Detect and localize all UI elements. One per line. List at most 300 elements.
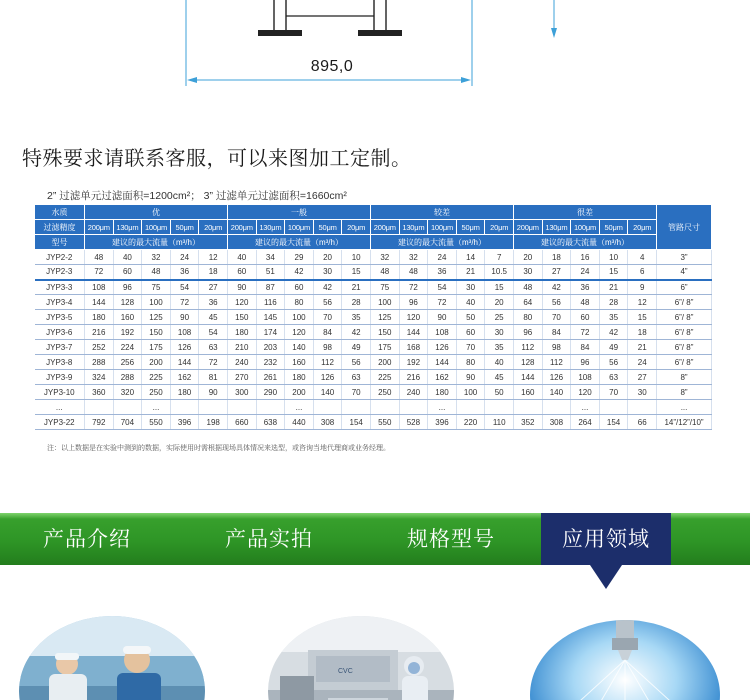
- flow-cell: 240: [399, 385, 428, 400]
- flow-cell: 200: [142, 355, 171, 370]
- flow-cell: 162: [170, 370, 199, 385]
- flow-cell: 48: [142, 265, 171, 280]
- flow-cell: 638: [256, 415, 285, 430]
- flow-cell: 72: [170, 295, 199, 310]
- flow-cell: 40: [227, 250, 256, 265]
- flow-cell: 126: [313, 370, 342, 385]
- flow-cell: 36: [428, 265, 457, 280]
- flow-cell: 72: [428, 295, 457, 310]
- flow-cell: 225: [371, 370, 400, 385]
- flow-header-row: [35, 235, 712, 250]
- flow-cell: 45: [485, 370, 514, 385]
- flow-cell: 10: [342, 250, 371, 265]
- precision-cell: 130μm: [542, 220, 571, 235]
- flow-cell: 120: [227, 295, 256, 310]
- tab-applications[interactable]: 应用领域: [541, 513, 671, 565]
- flow-cell: 60: [456, 325, 485, 340]
- table-row: [35, 400, 712, 415]
- water-quality-header: 水质: [35, 205, 85, 220]
- flow-cell: 80: [285, 295, 314, 310]
- flow-cell: [399, 400, 428, 415]
- flow-cell: 224: [113, 340, 142, 355]
- flow-cell: 175: [371, 340, 400, 355]
- section-nav-bar: [0, 513, 750, 565]
- flow-cell: 96: [113, 280, 142, 295]
- flow-cell: 66: [628, 415, 657, 430]
- flow-cell: 60: [571, 310, 600, 325]
- flow-cell: 36: [571, 280, 600, 295]
- table-row: [35, 370, 712, 385]
- flow-cell: 49: [342, 340, 371, 355]
- flow-cell: [342, 400, 371, 415]
- flow-cell: 140: [542, 385, 571, 400]
- flow-cell: 30: [456, 280, 485, 295]
- water-spray-nozzle-photo: [530, 620, 720, 700]
- flow-cell: 174: [256, 325, 285, 340]
- flow-cell: 72: [199, 355, 228, 370]
- flow-cell: 24: [428, 250, 457, 265]
- flow-cell: 35: [599, 310, 628, 325]
- flow-cell: 144: [428, 355, 457, 370]
- flow-cell: 14: [456, 250, 485, 265]
- flow-cell: 90: [199, 385, 228, 400]
- flow-cell: 75: [142, 280, 171, 295]
- flow-cell: 150: [142, 325, 171, 340]
- flow-cell: 112: [514, 340, 543, 355]
- table-row: [35, 415, 712, 430]
- flow-cell: 160: [113, 310, 142, 325]
- flow-cell: 15: [599, 265, 628, 280]
- flow-cell: 154: [342, 415, 371, 430]
- flow-cell: 120: [571, 385, 600, 400]
- flow-cell: 96: [571, 355, 600, 370]
- flow-cell: 60: [227, 265, 256, 280]
- flow-cell: 120: [285, 325, 314, 340]
- pipe-size-cell: 6”/ 8”: [657, 325, 712, 340]
- flow-cell: 100: [456, 385, 485, 400]
- flow-cell: 704: [113, 415, 142, 430]
- flow-cell: 100: [371, 295, 400, 310]
- flow-cell: 56: [599, 355, 628, 370]
- flow-cell: [170, 400, 199, 415]
- flow-cell: 18: [199, 265, 228, 280]
- flow-cell: 300: [227, 385, 256, 400]
- precision-cell: 200μm: [514, 220, 543, 235]
- flow-cell: 24: [628, 355, 657, 370]
- table-row: [35, 310, 712, 325]
- model-cell: JYP3-22: [35, 415, 85, 430]
- precision-cell: 100μm: [428, 220, 457, 235]
- flow-cell: 12: [199, 250, 228, 265]
- flow-header: 建议的最大流量（m³/h）: [85, 235, 228, 250]
- flow-cell: [85, 400, 114, 415]
- flow-cell: 49: [599, 340, 628, 355]
- grade-header-row: [35, 205, 712, 220]
- flow-header: 建议的最大流量（m³/h）: [227, 235, 370, 250]
- flow-cell: 10.5: [485, 265, 514, 280]
- model-cell: JYP3-3: [35, 280, 85, 295]
- flow-cell: 42: [313, 280, 342, 295]
- flow-cell: 81: [199, 370, 228, 385]
- precision-cell: 100μm: [142, 220, 171, 235]
- flow-cell: 100: [285, 310, 314, 325]
- flow-cell: 16: [571, 250, 600, 265]
- flow-cell: 21: [599, 280, 628, 295]
- flow-cell: 9: [628, 280, 657, 295]
- flow-cell: 54: [428, 280, 457, 295]
- flow-cell: 192: [113, 325, 142, 340]
- flow-cell: 90: [227, 280, 256, 295]
- pipe-size-cell: 14”/12”/10”: [657, 415, 712, 430]
- model-cell: JYP3-8: [35, 355, 85, 370]
- flow-cell: 108: [571, 370, 600, 385]
- flow-cell: 108: [170, 325, 199, 340]
- flow-cell: 48: [85, 250, 114, 265]
- flow-cell: 10: [599, 250, 628, 265]
- flow-cell: 63: [599, 370, 628, 385]
- flow-cell: 128: [113, 295, 142, 310]
- flow-cell: 140: [313, 385, 342, 400]
- flow-cell: [371, 400, 400, 415]
- flow-cell: 35: [342, 310, 371, 325]
- model-cell: ...: [35, 400, 85, 415]
- flow-cell: 27: [199, 280, 228, 295]
- flow-cell: 216: [85, 325, 114, 340]
- flow-cell: 126: [428, 340, 457, 355]
- flow-cell: 51: [256, 265, 285, 280]
- flow-cell: 440: [285, 415, 314, 430]
- flow-cell: 30: [313, 265, 342, 280]
- flow-cell: [599, 400, 628, 415]
- flow-cell: 160: [514, 385, 543, 400]
- flow-cell: 32: [371, 250, 400, 265]
- flow-cell: 70: [542, 310, 571, 325]
- flow-cell: 308: [313, 415, 342, 430]
- flow-cell: 250: [371, 385, 400, 400]
- flow-cell: 140: [285, 340, 314, 355]
- flow-cell: 30: [628, 385, 657, 400]
- flow-cell: 12: [628, 295, 657, 310]
- table-row: [35, 355, 712, 370]
- flow-cell: 660: [227, 415, 256, 430]
- flow-cell: 20: [313, 250, 342, 265]
- flow-cell: 34: [256, 250, 285, 265]
- flow-cell: 180: [227, 325, 256, 340]
- flow-cell: 42: [342, 325, 371, 340]
- flow-cell: 203: [256, 340, 285, 355]
- pipe-size-cell: ...: [657, 400, 712, 415]
- flow-cell: 84: [313, 325, 342, 340]
- flow-cell: 270: [227, 370, 256, 385]
- flow-cell: 75: [371, 280, 400, 295]
- drawing-lines: [0, 0, 750, 100]
- flow-cell: 40: [113, 250, 142, 265]
- pipe-size-cell: 6”: [657, 280, 712, 295]
- flow-cell: 21: [342, 280, 371, 295]
- flow-cell: 29: [285, 250, 314, 265]
- flow-cell: 108: [85, 280, 114, 295]
- flow-cell: 24: [170, 250, 199, 265]
- filter-area-spec: 2” 过滤单元过滤面积=1200cm²； 3” 过滤单元过滤面积=1660cm²: [47, 190, 347, 202]
- flow-cell: 324: [85, 370, 114, 385]
- flow-cell: 87: [256, 280, 285, 295]
- flow-cell: 96: [514, 325, 543, 340]
- flow-cell: [113, 400, 142, 415]
- flow-cell: 80: [456, 355, 485, 370]
- flow-cell: 54: [170, 280, 199, 295]
- flow-cell: 90: [170, 310, 199, 325]
- flow-cell: 60: [285, 280, 314, 295]
- flow-cell: 128: [514, 355, 543, 370]
- flow-cell: 240: [227, 355, 256, 370]
- flow-cell: 108: [428, 325, 457, 340]
- flow-cell: 18: [628, 325, 657, 340]
- precision-cell: 50μm: [170, 220, 199, 235]
- flow-cell: 175: [142, 340, 171, 355]
- flow-cell: 216: [399, 370, 428, 385]
- model-cell: JYP3-5: [35, 310, 85, 325]
- grade-header: 很差: [514, 205, 657, 220]
- pipe-size-cell: 6”/ 8”: [657, 310, 712, 325]
- flow-cell: 24: [571, 265, 600, 280]
- flow-cell: 264: [571, 415, 600, 430]
- flow-cell: 48: [514, 280, 543, 295]
- flow-cell: 90: [456, 370, 485, 385]
- flow-cell: [227, 400, 256, 415]
- precision-header: 过滤精度: [35, 220, 85, 235]
- table-row: [35, 295, 712, 310]
- flow-cell: 125: [142, 310, 171, 325]
- pipe-size-cell: 6”/ 8”: [657, 295, 712, 310]
- flow-cell: 528: [399, 415, 428, 430]
- pipe-size-header: 管路尺寸: [657, 205, 712, 250]
- flow-cell: 7: [485, 250, 514, 265]
- flow-cell: 396: [170, 415, 199, 430]
- flow-cell: 168: [399, 340, 428, 355]
- model-cell: JYP3-9: [35, 370, 85, 385]
- flow-cell: 256: [113, 355, 142, 370]
- specification-table: [34, 204, 712, 430]
- precision-cell: 200μm: [85, 220, 114, 235]
- precision-cell: 130μm: [256, 220, 285, 235]
- technical-drawing: [0, 0, 750, 100]
- flow-cell: 116: [256, 295, 285, 310]
- table-row: [35, 325, 712, 340]
- model-cell: JYP3-10: [35, 385, 85, 400]
- flow-cell: 96: [399, 295, 428, 310]
- flow-cell: 6: [628, 265, 657, 280]
- flow-cell: [542, 400, 571, 415]
- precision-cell: 130μm: [113, 220, 142, 235]
- active-tab-pointer: [590, 565, 622, 589]
- flow-cell: 180: [428, 385, 457, 400]
- flow-cell: 100: [142, 295, 171, 310]
- flow-cell: 154: [599, 415, 628, 430]
- flow-cell: 112: [313, 355, 342, 370]
- flow-cell: 144: [85, 295, 114, 310]
- grade-header: 一般: [227, 205, 370, 220]
- flow-cell: 162: [428, 370, 457, 385]
- flow-cell: 20: [485, 295, 514, 310]
- flow-cell: 112: [542, 355, 571, 370]
- flow-cell: 210: [227, 340, 256, 355]
- model-header: 型号: [35, 235, 85, 250]
- flow-cell: 150: [371, 325, 400, 340]
- flow-cell: 63: [199, 340, 228, 355]
- model-cell: JYP3-7: [35, 340, 85, 355]
- model-cell: JYP3-6: [35, 325, 85, 340]
- flow-cell: 160: [285, 355, 314, 370]
- flow-cell: 56: [542, 295, 571, 310]
- precision-cell: 20μm: [628, 220, 657, 235]
- flow-cell: 28: [342, 295, 371, 310]
- pipe-size-cell: 6”/ 8”: [657, 355, 712, 370]
- flow-cell: 21: [628, 340, 657, 355]
- model-cell: JYP2-3: [35, 265, 85, 280]
- pipe-size-cell: 8”: [657, 385, 712, 400]
- flow-cell: 30: [485, 325, 514, 340]
- tab-product-intro[interactable]: 产品介绍: [43, 527, 131, 551]
- flow-cell: 110: [485, 415, 514, 430]
- flow-cell: 90: [428, 310, 457, 325]
- flow-cell: 144: [399, 325, 428, 340]
- pipe-size-cell: 6”/ 8”: [657, 340, 712, 355]
- flow-cell: 290: [256, 385, 285, 400]
- flow-cell: 50: [456, 310, 485, 325]
- flow-cell: ...: [285, 400, 314, 415]
- grade-header: 较差: [371, 205, 514, 220]
- flow-cell: 84: [571, 340, 600, 355]
- flow-cell: 54: [199, 325, 228, 340]
- flow-cell: 198: [199, 415, 228, 430]
- table-row: [35, 280, 712, 295]
- flow-cell: ...: [142, 400, 171, 415]
- pipe-size-cell: 8”: [657, 370, 712, 385]
- flow-cell: 25: [485, 310, 514, 325]
- flow-cell: 56: [342, 355, 371, 370]
- flow-cell: 126: [170, 340, 199, 355]
- precision-cell: 50μm: [313, 220, 342, 235]
- flow-cell: 145: [256, 310, 285, 325]
- flow-cell: 64: [514, 295, 543, 310]
- flow-cell: 35: [485, 340, 514, 355]
- flow-cell: 27: [628, 370, 657, 385]
- flow-cell: 250: [142, 385, 171, 400]
- model-cell: JYP2-2: [35, 250, 85, 265]
- flow-cell: 396: [428, 415, 457, 430]
- flow-cell: 42: [285, 265, 314, 280]
- table-footnote: 注：以上数据是在实验中测到的数据，实际使用时需根据现场具体情况来选型，或咨询当地代理商或业务经理。: [47, 445, 390, 452]
- dimension-label: 895,0: [310, 58, 354, 75]
- flow-cell: ...: [571, 400, 600, 415]
- flow-cell: 18: [542, 250, 571, 265]
- tab-product-photos[interactable]: 产品实拍: [225, 527, 313, 551]
- flow-cell: 125: [371, 310, 400, 325]
- flow-cell: [485, 400, 514, 415]
- flow-cell: 72: [399, 280, 428, 295]
- flow-cell: 21: [456, 265, 485, 280]
- flow-cell: [514, 400, 543, 415]
- flow-cell: 98: [313, 340, 342, 355]
- flow-cell: 200: [285, 385, 314, 400]
- flow-cell: 550: [371, 415, 400, 430]
- flow-cell: 70: [456, 340, 485, 355]
- flow-cell: 232: [256, 355, 285, 370]
- precision-cell: 130μm: [399, 220, 428, 235]
- flow-cell: 126: [542, 370, 571, 385]
- model-cell: JYP3-4: [35, 295, 85, 310]
- flow-cell: 180: [85, 310, 114, 325]
- flow-cell: [456, 400, 485, 415]
- flow-cell: 792: [85, 415, 114, 430]
- flow-cell: 252: [85, 340, 114, 355]
- flow-cell: 180: [170, 385, 199, 400]
- precision-cell: 100μm: [571, 220, 600, 235]
- flow-cell: 320: [113, 385, 142, 400]
- precision-cell: 50μm: [599, 220, 628, 235]
- tab-specifications[interactable]: 规格型号: [407, 527, 495, 551]
- flow-cell: 288: [113, 370, 142, 385]
- flow-cell: 28: [599, 295, 628, 310]
- flow-cell: 144: [170, 355, 199, 370]
- flow-cell: 40: [485, 355, 514, 370]
- flow-header: 建议的最大流量（m³/h）: [371, 235, 514, 250]
- table-row: [35, 385, 712, 400]
- flow-cell: 27: [542, 265, 571, 280]
- flow-cell: 288: [85, 355, 114, 370]
- flow-cell: 72: [85, 265, 114, 280]
- laboratory-photo: [268, 616, 454, 700]
- flow-cell: 261: [256, 370, 285, 385]
- flow-cell: 72: [571, 325, 600, 340]
- flow-cell: 36: [199, 295, 228, 310]
- flow-cell: 4: [628, 250, 657, 265]
- precision-header-row: [35, 220, 712, 235]
- flow-cell: 36: [170, 265, 199, 280]
- flow-cell: 98: [542, 340, 571, 355]
- flow-cell: 40: [456, 295, 485, 310]
- flow-cell: 15: [342, 265, 371, 280]
- flow-cell: 550: [142, 415, 171, 430]
- precision-cell: 20μm: [485, 220, 514, 235]
- flow-cell: 70: [313, 310, 342, 325]
- factory-workers-photo: [19, 616, 205, 700]
- flow-cell: 144: [514, 370, 543, 385]
- flow-cell: [628, 400, 657, 415]
- flow-cell: 80: [514, 310, 543, 325]
- precision-cell: 100μm: [285, 220, 314, 235]
- flow-cell: 200: [371, 355, 400, 370]
- flow-cell: 120: [399, 310, 428, 325]
- pipe-size-cell: 4”: [657, 265, 712, 280]
- flow-cell: 56: [313, 295, 342, 310]
- flow-cell: 150: [227, 310, 256, 325]
- flow-cell: [199, 400, 228, 415]
- flow-header: 建议的最大流量（m³/h）: [514, 235, 657, 250]
- table-row: [35, 340, 712, 355]
- flow-cell: 352: [514, 415, 543, 430]
- svg-text:CVC: CVC: [338, 668, 353, 675]
- flow-cell: 32: [142, 250, 171, 265]
- flow-cell: [256, 400, 285, 415]
- precision-cell: 200μm: [371, 220, 400, 235]
- flow-cell: 180: [285, 370, 314, 385]
- precision-cell: 20μm: [199, 220, 228, 235]
- flow-cell: 63: [342, 370, 371, 385]
- flow-cell: 84: [542, 325, 571, 340]
- table-body: [35, 250, 712, 430]
- flow-cell: 42: [599, 325, 628, 340]
